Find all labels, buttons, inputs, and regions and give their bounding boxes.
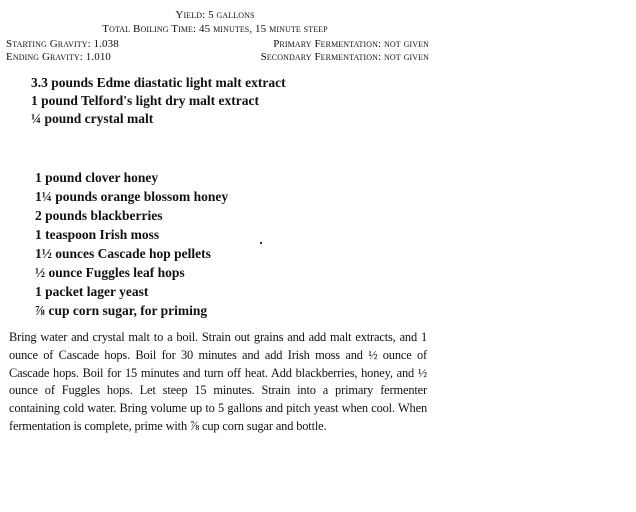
secondary-fermentation: Secondary Fermentation: not given (260, 51, 429, 63)
yield-line: Yield: 5 gallons (175, 9, 255, 21)
starting-gravity: Starting Gravity: 1.038 (6, 38, 119, 50)
speck-mark (260, 242, 262, 244)
ingredient-item: 1¼ pounds orange blossom honey (35, 189, 229, 204)
ingredient-item: 1½ ounces Cascade hop pellets (35, 246, 211, 261)
ingredient-item: ½ ounce Fuggles leaf hops (35, 265, 185, 280)
ingredient-item: 3.3 pounds Edme diastatic light malt extract (31, 75, 286, 90)
ingredient-item: 1 pound clover honey (35, 170, 159, 185)
ending-gravity: Ending Gravity: 1.010 (6, 51, 112, 63)
instructions-paragraph: Bring water and crystal malt to a boil. Strain out grains and add malt extracts, and 1 ounce of Cascade hops. Boil for 30 minutes and add Irish moss and ½ ounce of Cascade hops. Boil for 15 minutes and turn off heat. Add blackberries, honey, and ½ ounce of Fuggles hops. Let steep 15 minutes. Strain into a primary fermenter containing cold water. Bring volume up to 5 gallons and pitch yeast when cool. When fermentation is complete, prime with ⅞ cup corn sugar and bottle. (9, 330, 427, 433)
ingredient-item: 1 teaspoon Irish moss (35, 227, 160, 242)
ingredient-item: 2 pounds blackberries (35, 208, 163, 223)
ingredient-item: 1 packet lager yeast (35, 284, 149, 299)
ingredient-item: ⅞ cup corn sugar, for priming (35, 303, 208, 318)
boiling-time-line: Total Boiling Time: 45 minutes, 15 minute steep (102, 23, 328, 35)
ingredient-item: ¼ pound crystal malt (31, 111, 154, 126)
primary-fermentation: Primary Fermentation: not given (273, 38, 429, 50)
ingredient-item: 1 pound Telford's light dry malt extract (31, 93, 260, 108)
